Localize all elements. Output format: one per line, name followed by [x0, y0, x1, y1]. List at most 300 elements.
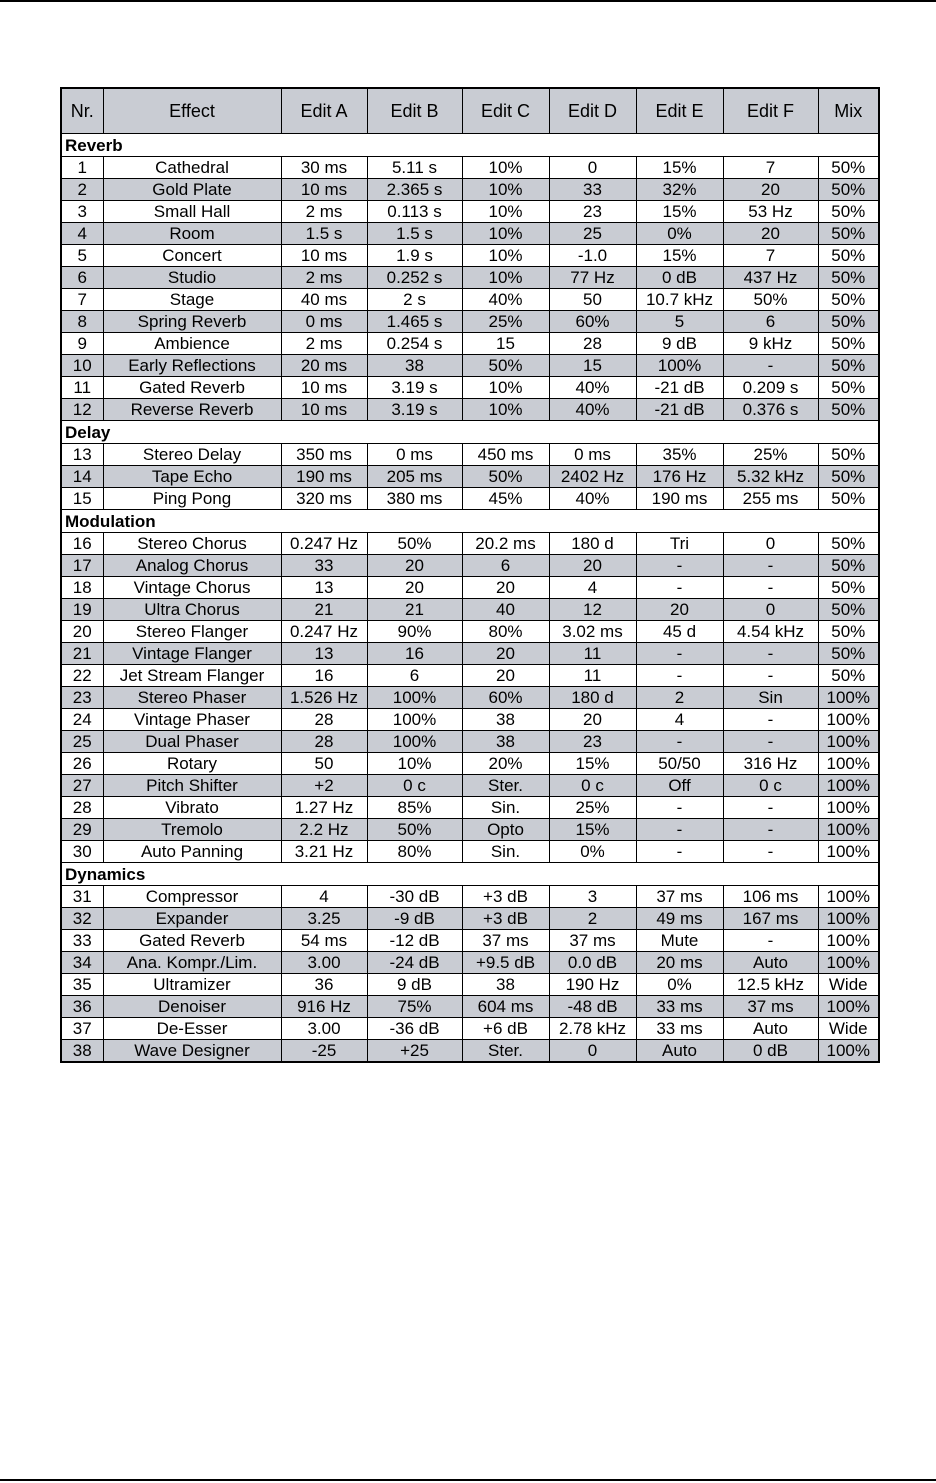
cell-edit-b: 380 ms [367, 488, 462, 510]
cell-edit-a: 2.2 Hz [281, 819, 367, 841]
cell-edit-c: 60% [462, 687, 549, 709]
cell-edit-a: 1.27 Hz [281, 797, 367, 819]
cell-edit-f: - [723, 665, 818, 687]
cell-edit-f: 7 [723, 245, 818, 267]
cell-edit-d: 15% [549, 753, 636, 775]
table-row [61, 223, 879, 245]
cell-edit-f: 0.209 s [723, 377, 818, 399]
cell-edit-a: 350 ms [281, 444, 367, 466]
cell-edit-a: 21 [281, 599, 367, 621]
table-row [61, 355, 879, 377]
header-edit-a: Edit A [281, 88, 367, 134]
cell-edit-c: 20% [462, 753, 549, 775]
cell-mix: 100% [818, 731, 879, 753]
cell-edit-e: - [636, 577, 723, 599]
cell-edit-e: - [636, 819, 723, 841]
cell-edit-c: 15 [462, 333, 549, 355]
header-effect: Effect [103, 88, 281, 134]
cell-edit-e: 100% [636, 355, 723, 377]
cell-edit-e: -21 dB [636, 399, 723, 421]
cell-edit-c: 10% [462, 399, 549, 421]
cell-edit-e: 32% [636, 179, 723, 201]
cell-effect: Stereo Delay [103, 444, 281, 466]
table-row [61, 930, 879, 952]
cell-edit-b: 38 [367, 355, 462, 377]
cell-edit-a: -25 [281, 1040, 367, 1063]
cell-edit-b: 80% [367, 841, 462, 863]
cell-mix: 50% [818, 533, 879, 555]
cell-edit-a: 10 ms [281, 377, 367, 399]
cell-edit-c: Opto [462, 819, 549, 841]
cell-edit-b: 2.365 s [367, 179, 462, 201]
cell-edit-f: 437 Hz [723, 267, 818, 289]
cell-edit-f: 0 [723, 599, 818, 621]
section-row [61, 421, 879, 444]
table-row [61, 753, 879, 775]
cell-edit-b: 85% [367, 797, 462, 819]
cell-edit-d: 0.0 dB [549, 952, 636, 974]
cell-edit-e: 5 [636, 311, 723, 333]
table-row [61, 245, 879, 267]
table-row [61, 599, 879, 621]
cell-edit-d: 77 Hz [549, 267, 636, 289]
cell-edit-b: -36 dB [367, 1018, 462, 1040]
cell-mix: 50% [818, 577, 879, 599]
cell-edit-d: 25 [549, 223, 636, 245]
cell-edit-b: 6 [367, 665, 462, 687]
cell-edit-d: 3.02 ms [549, 621, 636, 643]
cell-edit-e: 33 ms [636, 1018, 723, 1040]
cell-edit-f: 6 [723, 311, 818, 333]
cell-mix: 100% [818, 1040, 879, 1063]
cell-edit-e: 0 dB [636, 267, 723, 289]
cell-edit-f: 4.54 kHz [723, 621, 818, 643]
table-row [61, 709, 879, 731]
cell-edit-f: 0 [723, 533, 818, 555]
cell-effect: Studio [103, 267, 281, 289]
cell-edit-d: 40% [549, 399, 636, 421]
cell-effect: Auto Panning [103, 841, 281, 863]
cell-nr: 7 [61, 289, 103, 311]
table-row [61, 267, 879, 289]
cell-mix: 50% [818, 267, 879, 289]
cell-edit-b: -24 dB [367, 952, 462, 974]
cell-edit-b: 16 [367, 643, 462, 665]
cell-edit-e: 176 Hz [636, 466, 723, 488]
cell-mix: 100% [818, 819, 879, 841]
table-row [61, 555, 879, 577]
cell-edit-a: 20 ms [281, 355, 367, 377]
cell-edit-f: 20 [723, 223, 818, 245]
cell-nr: 13 [61, 444, 103, 466]
cell-nr: 12 [61, 399, 103, 421]
cell-edit-e: 4 [636, 709, 723, 731]
cell-nr: 19 [61, 599, 103, 621]
cell-edit-d: -1.0 [549, 245, 636, 267]
cell-effect: Early Reflections [103, 355, 281, 377]
section-row [61, 510, 879, 533]
cell-nr: 28 [61, 797, 103, 819]
cell-nr: 23 [61, 687, 103, 709]
header-mix: Mix [818, 88, 879, 134]
cell-edit-e: 0% [636, 974, 723, 996]
cell-edit-c: 10% [462, 267, 549, 289]
cell-edit-c: 80% [462, 621, 549, 643]
cell-edit-b: 50% [367, 533, 462, 555]
cell-edit-e: 15% [636, 245, 723, 267]
cell-edit-f: - [723, 555, 818, 577]
cell-edit-f: 12.5 kHz [723, 974, 818, 996]
cell-effect: Vintage Phaser [103, 709, 281, 731]
cell-nr: 1 [61, 157, 103, 179]
cell-edit-d: 2.78 kHz [549, 1018, 636, 1040]
cell-edit-a: 0 ms [281, 311, 367, 333]
cell-edit-c: Ster. [462, 775, 549, 797]
cell-edit-c: +6 dB [462, 1018, 549, 1040]
cell-edit-e: - [636, 665, 723, 687]
table-row [61, 775, 879, 797]
cell-edit-e: 0% [636, 223, 723, 245]
cell-edit-f: 37 ms [723, 996, 818, 1018]
cell-edit-f: 9 kHz [723, 333, 818, 355]
table-row [61, 643, 879, 665]
cell-edit-b: 75% [367, 996, 462, 1018]
cell-mix: 50% [818, 355, 879, 377]
cell-mix: 100% [818, 908, 879, 930]
cell-edit-a: 10 ms [281, 399, 367, 421]
cell-edit-c: 38 [462, 709, 549, 731]
cell-edit-e: 15% [636, 201, 723, 223]
cell-mix: 100% [818, 841, 879, 863]
cell-edit-f: 5.32 kHz [723, 466, 818, 488]
cell-edit-c: 45% [462, 488, 549, 510]
cell-mix: 50% [818, 466, 879, 488]
cell-edit-e: 20 ms [636, 952, 723, 974]
cell-nr: 11 [61, 377, 103, 399]
cell-nr: 22 [61, 665, 103, 687]
cell-edit-f: 20 [723, 179, 818, 201]
table-row [61, 399, 879, 421]
cell-edit-d: 11 [549, 665, 636, 687]
section-title: Dynamics [61, 863, 879, 886]
cell-mix: 50% [818, 201, 879, 223]
cell-edit-d: 15% [549, 819, 636, 841]
cell-edit-c: 20.2 ms [462, 533, 549, 555]
cell-edit-d: 0 [549, 157, 636, 179]
cell-edit-e: 49 ms [636, 908, 723, 930]
cell-edit-e: 45 d [636, 621, 723, 643]
cell-edit-b: -30 dB [367, 886, 462, 908]
cell-edit-b: 90% [367, 621, 462, 643]
top-rule [0, 0, 936, 2]
cell-edit-a: 2 ms [281, 333, 367, 355]
cell-effect: Stereo Chorus [103, 533, 281, 555]
header-edit-d: Edit D [549, 88, 636, 134]
cell-edit-f: - [723, 819, 818, 841]
table-row [61, 819, 879, 841]
cell-nr: 16 [61, 533, 103, 555]
cell-edit-b: 20 [367, 555, 462, 577]
cell-edit-c: Sin. [462, 841, 549, 863]
cell-nr: 34 [61, 952, 103, 974]
cell-edit-c: 40% [462, 289, 549, 311]
cell-edit-c: Ster. [462, 1040, 549, 1063]
cell-effect: Vibrato [103, 797, 281, 819]
cell-edit-b: 1.9 s [367, 245, 462, 267]
cell-mix: 100% [818, 753, 879, 775]
header-edit-f: Edit F [723, 88, 818, 134]
cell-nr: 20 [61, 621, 103, 643]
bottom-rule [0, 1479, 936, 1481]
cell-edit-e: - [636, 841, 723, 863]
cell-edit-e: 190 ms [636, 488, 723, 510]
cell-edit-f: 316 Hz [723, 753, 818, 775]
table-row [61, 289, 879, 311]
table-row [61, 797, 879, 819]
cell-edit-f: 255 ms [723, 488, 818, 510]
cell-edit-a: 0.247 Hz [281, 621, 367, 643]
cell-nr: 24 [61, 709, 103, 731]
cell-edit-a: 2 ms [281, 267, 367, 289]
cell-edit-f: 7 [723, 157, 818, 179]
cell-edit-c: 50% [462, 466, 549, 488]
cell-edit-c: Sin. [462, 797, 549, 819]
cell-edit-b: -12 dB [367, 930, 462, 952]
cell-edit-c: 38 [462, 731, 549, 753]
cell-edit-d: 50 [549, 289, 636, 311]
cell-edit-f: - [723, 930, 818, 952]
cell-mix: 50% [818, 179, 879, 201]
cell-edit-e: 37 ms [636, 886, 723, 908]
cell-edit-a: 54 ms [281, 930, 367, 952]
cell-edit-d: 33 [549, 179, 636, 201]
cell-effect: Ping Pong [103, 488, 281, 510]
cell-edit-d: 2402 Hz [549, 466, 636, 488]
cell-effect: Stage [103, 289, 281, 311]
cell-nr: 6 [61, 267, 103, 289]
cell-nr: 4 [61, 223, 103, 245]
cell-edit-c: 38 [462, 974, 549, 996]
table-row [61, 665, 879, 687]
cell-edit-b: 0.113 s [367, 201, 462, 223]
cell-effect: De-Esser [103, 1018, 281, 1040]
cell-edit-c: 604 ms [462, 996, 549, 1018]
cell-edit-c: 450 ms [462, 444, 549, 466]
cell-effect: Stereo Flanger [103, 621, 281, 643]
table-row [61, 333, 879, 355]
cell-edit-f: 167 ms [723, 908, 818, 930]
table-row [61, 157, 879, 179]
cell-nr: 35 [61, 974, 103, 996]
cell-nr: 3 [61, 201, 103, 223]
cell-edit-a: 190 ms [281, 466, 367, 488]
table-row [61, 996, 879, 1018]
cell-effect: Tape Echo [103, 466, 281, 488]
cell-nr: 9 [61, 333, 103, 355]
cell-edit-f: - [723, 643, 818, 665]
header-edit-c: Edit C [462, 88, 549, 134]
cell-edit-a: 0.247 Hz [281, 533, 367, 555]
header-edit-e: Edit E [636, 88, 723, 134]
cell-edit-b: 0 ms [367, 444, 462, 466]
cell-edit-c: +3 dB [462, 886, 549, 908]
cell-edit-a: 2 ms [281, 201, 367, 223]
cell-effect: Reverse Reverb [103, 399, 281, 421]
cell-nr: 26 [61, 753, 103, 775]
cell-effect: Vintage Flanger [103, 643, 281, 665]
cell-mix: 50% [818, 621, 879, 643]
cell-edit-e: 20 [636, 599, 723, 621]
cell-edit-c: +9.5 dB [462, 952, 549, 974]
cell-edit-d: 180 d [549, 533, 636, 555]
cell-edit-c: 10% [462, 157, 549, 179]
cell-nr: 27 [61, 775, 103, 797]
cell-nr: 17 [61, 555, 103, 577]
cell-edit-f: Auto [723, 952, 818, 974]
cell-edit-b: 1.465 s [367, 311, 462, 333]
cell-edit-d: 3 [549, 886, 636, 908]
cell-edit-a: 30 ms [281, 157, 367, 179]
effects-table [60, 87, 880, 1063]
cell-edit-f: Sin [723, 687, 818, 709]
cell-edit-d: 0 ms [549, 444, 636, 466]
cell-mix: 100% [818, 886, 879, 908]
cell-edit-b: 21 [367, 599, 462, 621]
cell-edit-a: 28 [281, 731, 367, 753]
table-row [61, 311, 879, 333]
cell-mix: 50% [818, 399, 879, 421]
cell-edit-e: - [636, 731, 723, 753]
cell-effect: Room [103, 223, 281, 245]
cell-mix: 50% [818, 444, 879, 466]
cell-edit-e: -21 dB [636, 377, 723, 399]
table-row [61, 533, 879, 555]
table-row [61, 731, 879, 753]
table-row [61, 577, 879, 599]
cell-edit-b: 3.19 s [367, 399, 462, 421]
cell-edit-a: 28 [281, 709, 367, 731]
cell-effect: Compressor [103, 886, 281, 908]
cell-effect: Ana. Kompr./Lim. [103, 952, 281, 974]
cell-edit-b: 205 ms [367, 466, 462, 488]
cell-mix: 100% [818, 952, 879, 974]
cell-edit-a: 16 [281, 665, 367, 687]
cell-nr: 2 [61, 179, 103, 201]
cell-edit-c: 37 ms [462, 930, 549, 952]
cell-edit-d: 40% [549, 377, 636, 399]
table-row [61, 488, 879, 510]
cell-mix: 50% [818, 377, 879, 399]
cell-nr: 5 [61, 245, 103, 267]
cell-effect: Cathedral [103, 157, 281, 179]
cell-edit-e: 35% [636, 444, 723, 466]
cell-edit-a: 13 [281, 577, 367, 599]
cell-edit-c: +3 dB [462, 908, 549, 930]
cell-edit-d: 23 [549, 201, 636, 223]
cell-edit-b: 1.5 s [367, 223, 462, 245]
cell-edit-d: 28 [549, 333, 636, 355]
cell-edit-b: 100% [367, 709, 462, 731]
cell-nr: 32 [61, 908, 103, 930]
cell-edit-b: 3.19 s [367, 377, 462, 399]
cell-effect: Vintage Chorus [103, 577, 281, 599]
cell-nr: 31 [61, 886, 103, 908]
cell-edit-e: Auto [636, 1040, 723, 1063]
table-row [61, 886, 879, 908]
cell-edit-a: 10 ms [281, 179, 367, 201]
cell-edit-a: 916 Hz [281, 996, 367, 1018]
cell-edit-e: - [636, 555, 723, 577]
cell-effect: Analog Chorus [103, 555, 281, 577]
cell-effect: Rotary [103, 753, 281, 775]
cell-effect: Denoiser [103, 996, 281, 1018]
cell-edit-a: 36 [281, 974, 367, 996]
cell-effect: Tremolo [103, 819, 281, 841]
cell-edit-a: 33 [281, 555, 367, 577]
cell-effect: Gated Reverb [103, 377, 281, 399]
cell-mix: 50% [818, 289, 879, 311]
cell-edit-d: 4 [549, 577, 636, 599]
cell-edit-f: - [723, 841, 818, 863]
cell-nr: 37 [61, 1018, 103, 1040]
cell-edit-d: 0% [549, 841, 636, 863]
cell-edit-f: 50% [723, 289, 818, 311]
cell-nr: 10 [61, 355, 103, 377]
table-row [61, 687, 879, 709]
cell-edit-a: 10 ms [281, 245, 367, 267]
header-nr: Nr. [61, 88, 103, 134]
cell-edit-b: 0 c [367, 775, 462, 797]
cell-edit-e: - [636, 643, 723, 665]
cell-mix: 50% [818, 311, 879, 333]
cell-edit-f: 25% [723, 444, 818, 466]
cell-edit-d: 180 d [549, 687, 636, 709]
cell-edit-d: -48 dB [549, 996, 636, 1018]
cell-mix: 50% [818, 555, 879, 577]
cell-edit-e: Off [636, 775, 723, 797]
cell-edit-b: 20 [367, 577, 462, 599]
cell-edit-c: 25% [462, 311, 549, 333]
cell-edit-d: 12 [549, 599, 636, 621]
cell-edit-a: 3.00 [281, 1018, 367, 1040]
cell-edit-c: 10% [462, 245, 549, 267]
section-row [61, 863, 879, 886]
cell-edit-a: 50 [281, 753, 367, 775]
header-row [61, 88, 879, 134]
cell-edit-e: 33 ms [636, 996, 723, 1018]
cell-edit-f: 0 dB [723, 1040, 818, 1063]
cell-nr: 33 [61, 930, 103, 952]
cell-edit-d: 20 [549, 709, 636, 731]
cell-edit-e: Tri [636, 533, 723, 555]
cell-edit-b: 0.254 s [367, 333, 462, 355]
cell-effect: Ultra Chorus [103, 599, 281, 621]
cell-nr: 29 [61, 819, 103, 841]
cell-edit-c: 20 [462, 643, 549, 665]
cell-edit-d: 0 c [549, 775, 636, 797]
cell-effect: Gated Reverb [103, 930, 281, 952]
section-row [61, 134, 879, 157]
cell-edit-a: 3.00 [281, 952, 367, 974]
cell-effect: Pitch Shifter [103, 775, 281, 797]
table-row [61, 201, 879, 223]
section-title: Modulation [61, 510, 879, 533]
cell-nr: 18 [61, 577, 103, 599]
cell-mix: 50% [818, 157, 879, 179]
cell-edit-c: 50% [462, 355, 549, 377]
cell-nr: 21 [61, 643, 103, 665]
cell-effect: Expander [103, 908, 281, 930]
